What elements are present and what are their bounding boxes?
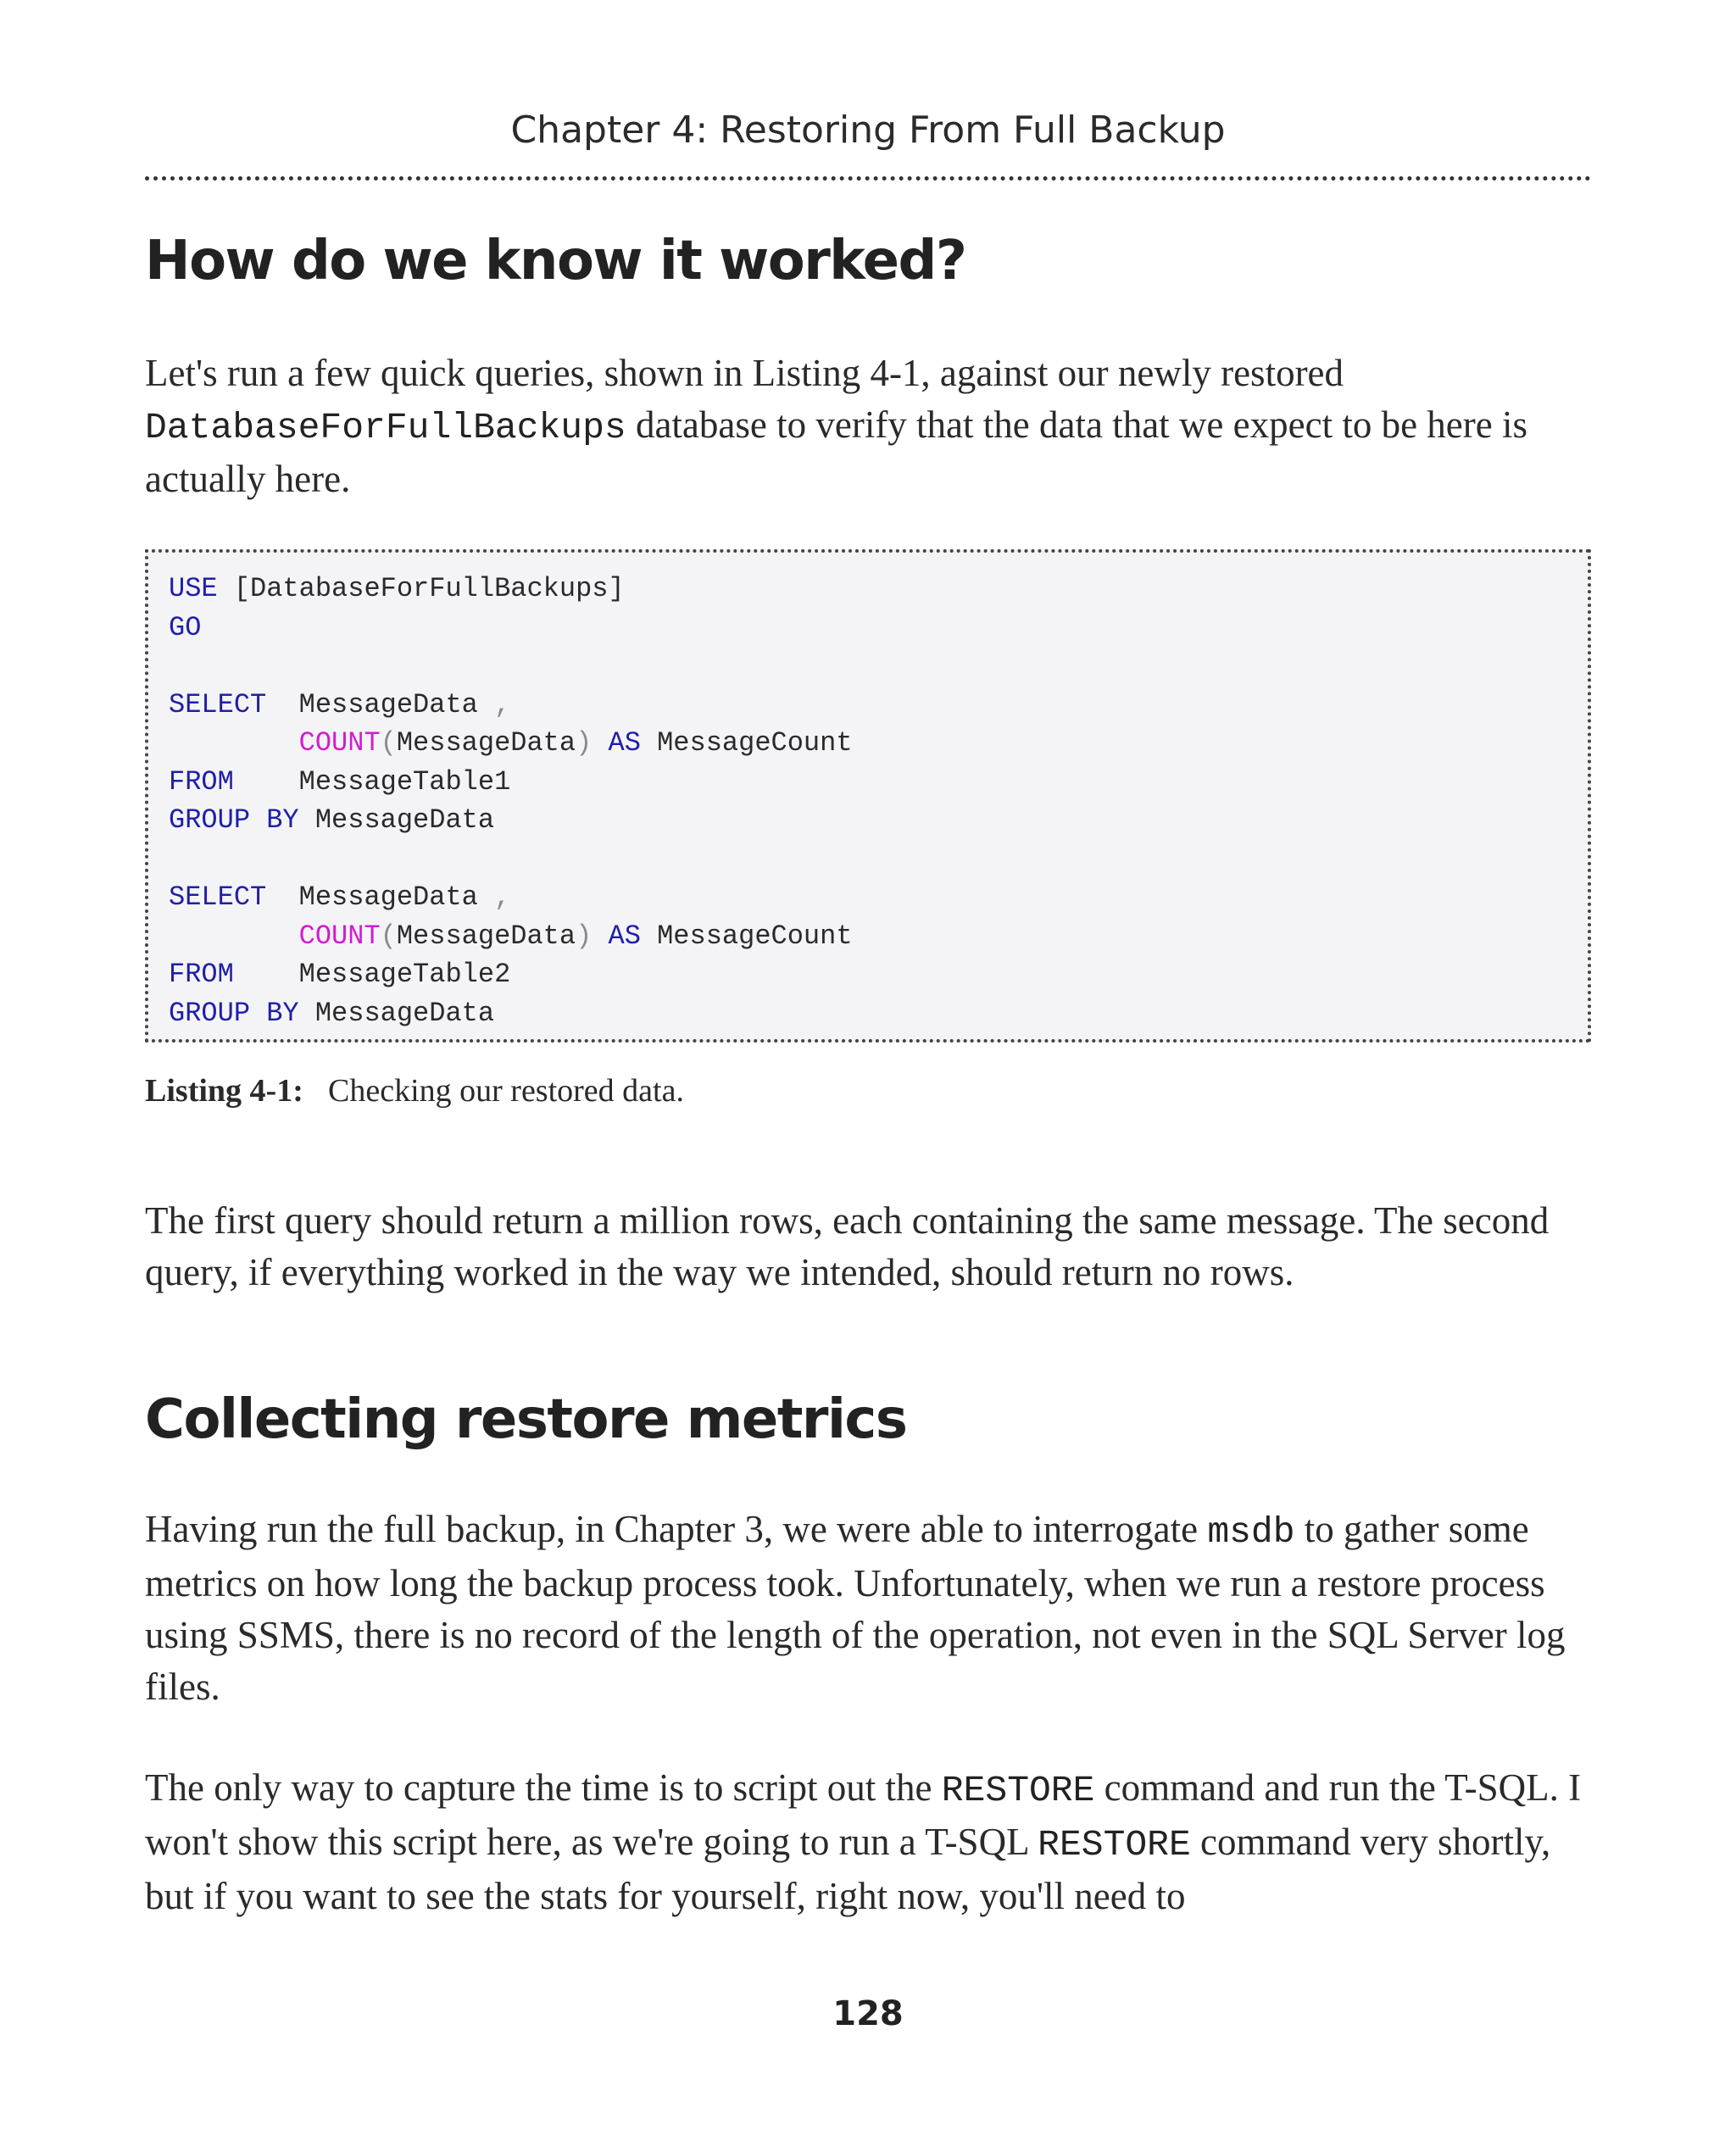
code-punctuation: , bbox=[494, 881, 511, 913]
code-token: MessageTable2 bbox=[233, 959, 511, 990]
code-line bbox=[169, 917, 853, 956]
code-token: MessageCount bbox=[640, 727, 853, 759]
code-line bbox=[169, 878, 853, 917]
code-token: MessageData bbox=[396, 920, 576, 952]
code-token bbox=[169, 727, 299, 759]
code-line bbox=[169, 647, 853, 686]
code-line bbox=[169, 840, 853, 879]
code-keyword: SELECT bbox=[169, 881, 267, 913]
code-punctuation: , bbox=[494, 688, 511, 720]
code-line bbox=[169, 570, 853, 609]
code-token bbox=[250, 804, 266, 836]
book-page bbox=[145, 0, 1591, 2141]
listing-caption bbox=[145, 1072, 684, 1111]
code-keyword: BY bbox=[266, 997, 299, 1029]
code-function: COUNT bbox=[298, 920, 381, 952]
code-line bbox=[169, 994, 853, 1033]
caption-text: Checking our restored data. bbox=[328, 1073, 684, 1109]
code-keyword: GROUP bbox=[169, 997, 251, 1029]
code-token: MessageData bbox=[298, 804, 495, 836]
running-header: Chapter 4: Restoring From Full Backup bbox=[510, 108, 1226, 152]
code-token: MessageCount bbox=[640, 920, 853, 952]
code-function: COUNT bbox=[298, 727, 381, 759]
code-token: MessageData bbox=[396, 727, 576, 759]
code-keyword: USE bbox=[169, 573, 218, 604]
code-line bbox=[169, 686, 853, 725]
paragraph-text: command and run the T-SQL. I won't show this script here, as we're going to run a T-SQL bbox=[145, 1766, 1582, 1863]
code-block bbox=[169, 570, 853, 1032]
caption-label: Listing 4-1: bbox=[145, 1073, 303, 1109]
code-punctuation: ( bbox=[380, 920, 397, 952]
code-punctuation: ) bbox=[576, 920, 593, 952]
code-keyword: AS bbox=[608, 727, 641, 759]
code-token bbox=[592, 727, 608, 759]
code-token: MessageData bbox=[298, 997, 495, 1029]
paragraph-text: to gather some metrics on how long the backup process took. Unfortunately, when we run a restore process using SSMS, there is no record of the length of the operation, not even in the SQL Server log files. bbox=[145, 1508, 1566, 1708]
code-token: MessageData bbox=[266, 688, 495, 720]
inline-code-database: DatabaseForFullBackups bbox=[145, 407, 626, 448]
code-keyword: FROM bbox=[169, 765, 234, 798]
code-line bbox=[169, 801, 853, 840]
code-token: MessageTable1 bbox=[233, 765, 511, 798]
paragraph-text: Let's run a few quick queries, shown in Listing 4-1, against our newly restored bbox=[145, 352, 1344, 394]
paragraph-text: Having run the full backup, in Chapter 3, we were able to interrogate bbox=[145, 1508, 1208, 1550]
inline-code-restore: RESTORE bbox=[1038, 1824, 1191, 1866]
code-token bbox=[592, 920, 608, 952]
code-token bbox=[169, 920, 299, 952]
code-keyword: GO bbox=[169, 611, 202, 643]
paragraph-metrics bbox=[145, 1504, 1591, 1713]
code-token: MessageData bbox=[266, 881, 495, 913]
paragraph-text: The only way to capture the time is to script out the bbox=[145, 1766, 942, 1809]
inline-code-msdb: msdb bbox=[1207, 1511, 1295, 1553]
code-token: [DatabaseForFullBackups] bbox=[217, 573, 625, 604]
code-listing bbox=[145, 549, 1591, 1043]
paragraph-text: command very shortly, but if you want to see the stats for yourself, right now, you'll need to bbox=[145, 1821, 1551, 1917]
inline-code-restore: RESTORE bbox=[941, 1770, 1095, 1811]
header-divider bbox=[145, 176, 1591, 181]
code-keyword: SELECT bbox=[169, 688, 267, 720]
paragraph-results: The first query should return a million rows, each containing the same message. The second query, if everything worked in the way we intended, should return no rows. bbox=[145, 1199, 1550, 1293]
section-heading-metrics: Collecting restore metrics bbox=[145, 1388, 907, 1451]
section-heading-verify: How do we know it worked? bbox=[145, 230, 966, 292]
code-punctuation: ) bbox=[576, 727, 593, 759]
code-line bbox=[169, 763, 853, 802]
code-keyword: GROUP bbox=[169, 804, 251, 836]
page-number: 128 bbox=[832, 1994, 904, 2033]
code-punctuation: ( bbox=[380, 727, 397, 759]
code-line bbox=[169, 955, 853, 994]
code-keyword: BY bbox=[266, 804, 299, 836]
code-keyword: FROM bbox=[169, 959, 234, 990]
code-token bbox=[250, 998, 266, 1029]
code-line bbox=[169, 609, 853, 648]
paragraph-capture-time bbox=[145, 1762, 1591, 1922]
code-line bbox=[169, 724, 853, 763]
code-keyword: AS bbox=[608, 920, 641, 952]
paragraph-intro bbox=[145, 348, 1591, 505]
paragraph-text: database to verify that the data that we expect to be here is actually here. bbox=[145, 403, 1528, 500]
